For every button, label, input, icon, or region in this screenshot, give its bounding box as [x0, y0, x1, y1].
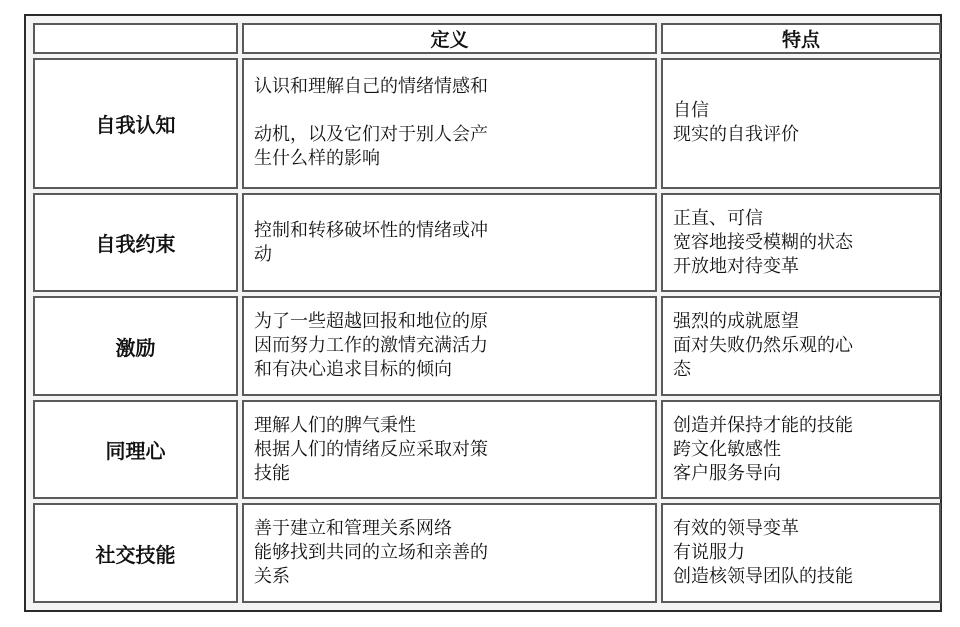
table-row — [33, 296, 941, 396]
definition-line: 控制和转移破坏性的情绪或冲 — [254, 219, 488, 241]
trait-line: 态 — [673, 359, 691, 381]
table-body — [33, 58, 941, 603]
definition-line: 动机，以及它们对于别人会产 — [254, 124, 488, 146]
definition-line: 为了一些超越回报和地位的原 — [254, 311, 488, 333]
traits-cell — [661, 400, 941, 500]
trait-line: 创造核领导团队的技能 — [673, 566, 853, 588]
traits-cell — [661, 503, 941, 603]
trait-line: 有说服力 — [673, 542, 745, 564]
trait-line: 自信 — [673, 100, 709, 122]
header-corner — [33, 23, 238, 54]
table-row — [33, 193, 941, 293]
definition-cell — [242, 193, 657, 293]
trait-line: 正直、可信 — [673, 207, 763, 229]
traits-cell — [661, 193, 941, 293]
trait-line: 现实的自我评价 — [673, 124, 799, 146]
emotional-intelligence-table — [24, 14, 942, 612]
definition-cell — [242, 58, 657, 189]
row-label: 同理心 — [33, 400, 238, 500]
definition-line: 生什么样的影响 — [254, 148, 380, 170]
traits-cell — [661, 296, 941, 396]
trait-line: 开放地对待变革 — [673, 255, 799, 277]
row-label: 自我认知 — [33, 58, 238, 189]
definition-line: 因而努力工作的激情充满活力 — [254, 335, 488, 357]
table-row — [33, 58, 941, 189]
trait-line: 宽容地接受模糊的状态 — [673, 231, 853, 253]
definition-cell — [242, 296, 657, 396]
definition-line: 关系 — [254, 566, 290, 588]
row-label: 激励 — [33, 296, 238, 396]
definition-line: 能够找到共同的立场和亲善的 — [254, 542, 488, 564]
definition-cell — [242, 503, 657, 603]
row-label: 自我约束 — [33, 193, 238, 293]
definition-line: 和有决心追求目标的倾向 — [254, 359, 452, 381]
header-row — [33, 23, 941, 54]
definition-line: 认识和理解自己的情绪情感和 — [254, 76, 488, 98]
row-label: 社交技能 — [33, 503, 238, 603]
header-definition: 定义 — [242, 23, 657, 54]
trait-line: 有效的领导变革 — [673, 518, 799, 540]
definition-line: 理解人们的脾气秉性 — [254, 414, 416, 436]
table-row — [33, 400, 941, 500]
trait-line: 创造并保持才能的技能 — [673, 414, 853, 436]
definition-line: 善于建立和管理关系网络 — [254, 518, 452, 540]
definition-cell — [242, 400, 657, 500]
traits-cell — [661, 58, 941, 189]
trait-line: 跨文化敏感性 — [673, 438, 781, 460]
trait-line: 客户服务导向 — [673, 462, 781, 484]
trait-line: 面对失败仍然乐观的心 — [673, 335, 853, 357]
definition-line — [254, 99, 647, 123]
header-traits: 特点 — [661, 23, 941, 54]
table — [29, 19, 945, 607]
trait-line: 强烈的成就愿望 — [673, 311, 799, 333]
definition-line: 根据人们的情绪反应采取对策 — [254, 438, 488, 460]
table-row — [33, 503, 941, 603]
definition-line: 技能 — [254, 462, 290, 484]
definition-line: 动 — [254, 243, 272, 265]
